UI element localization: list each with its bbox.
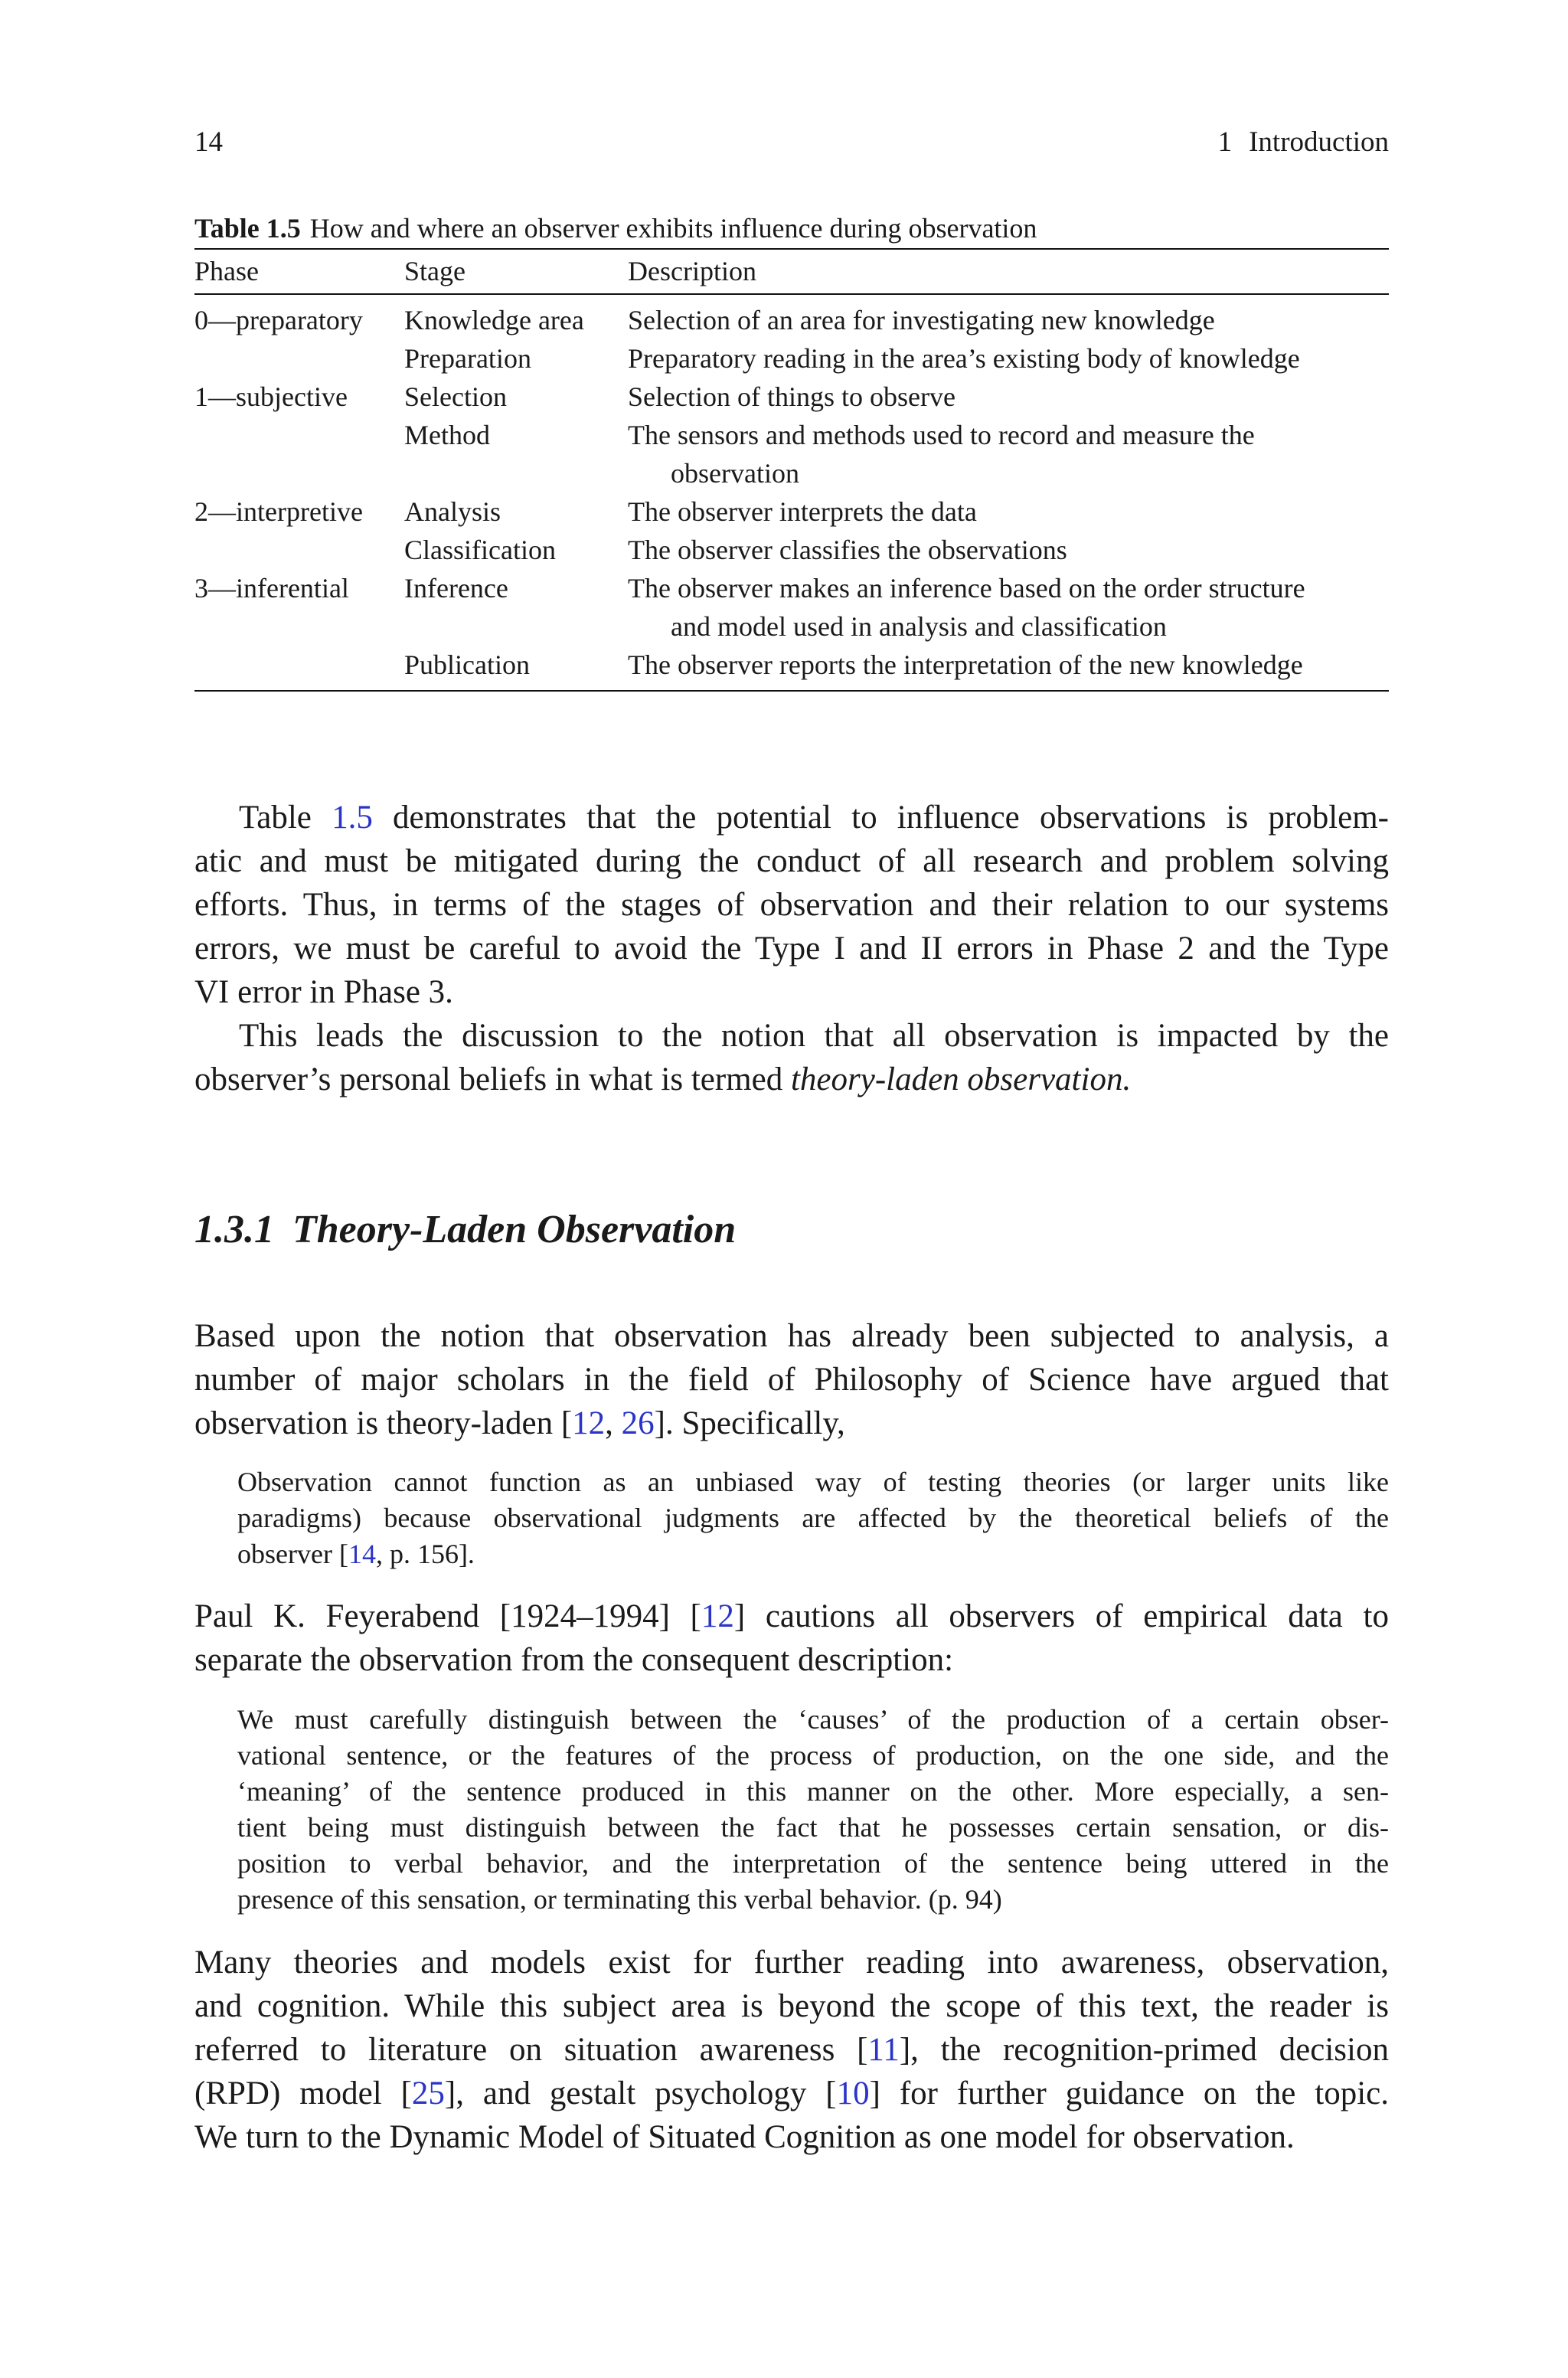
section-title: Theory-Laden Observation (292, 1208, 737, 1251)
cell-phase (194, 339, 404, 378)
quote-line: ‘meaning’ of the sentence produced in this manner on the other. More especially, a sen- (237, 1776, 1389, 1807)
description-line: observation (671, 458, 799, 489)
table-1-5 (194, 208, 1389, 692)
block-quote-1 (237, 1464, 1389, 1572)
quote-line: Observation cannot function as an unbiased way of testing theories (or larger units like (237, 1467, 1389, 1497)
cell-phase: 1—subjective (194, 381, 348, 412)
chapter-header (1218, 126, 1389, 159)
text-line: We turn to the Dynamic Model of Situated Cognition as one model for observation. (194, 2119, 1295, 2155)
table-row (194, 531, 1389, 569)
table-row (194, 569, 1389, 646)
text-line: atic and must be mitigated during the conduct of all research and problem solving (194, 843, 1389, 879)
text-line: (RPD) model [25], and gestalt psychology [10] for further guidance on the topic. (194, 2075, 1389, 2111)
table-caption-text: How and where an observer exhibits influence during observation (309, 213, 1037, 244)
running-head (194, 126, 1389, 161)
text-line: errors, we must be careful to avoid the Type I and II errors in Phase 2 and the Type (194, 931, 1389, 967)
chapter-title: Introduction (1249, 126, 1389, 158)
cell-phase (194, 416, 404, 492)
observer-influence-table (194, 250, 1389, 293)
text-line: Based upon the notion that observation has already been subjected to analysis, a (194, 1318, 1389, 1354)
text-line: separate the observation from the consequent description: (194, 1642, 954, 1678)
table-bottom-rule (194, 690, 1389, 692)
text-line: VI error in Phase 3. (194, 974, 453, 1010)
table-caption (194, 208, 1389, 248)
text-line: referred to literature on situation awareness [11], the recognition-primed decision (194, 2032, 1389, 2068)
table-row (194, 301, 1389, 339)
paragraph-theory-laden-intro (194, 1014, 1389, 1101)
cell-stage: Classification (404, 535, 556, 565)
block-quote-2 (237, 1702, 1389, 1918)
quote-line: vational sentence, or the features of the process of production, on the one side, and the (237, 1740, 1389, 1771)
cell-stage: Analysis (404, 496, 501, 527)
text-line: Table 1.5 demonstrates that the potential to influence observations is problem- (239, 800, 1389, 836)
section-number: 1.3.1 (194, 1208, 274, 1251)
cell-stage: Inference (404, 573, 508, 603)
column-header-phase: Phase (194, 256, 259, 286)
table-row (194, 492, 1389, 531)
description-line: and model used in analysis and classification (671, 611, 1167, 642)
cell-phase (194, 531, 404, 569)
citation-link[interactable]: 10 (836, 2075, 870, 2111)
chapter-number: 1 (1217, 126, 1233, 158)
paragraph-theory-laden-argument (194, 1314, 1389, 1445)
cell-phase: 2—interpretive (194, 496, 363, 527)
paragraph-table-discussion (194, 796, 1389, 1014)
text-line: efforts. Thus, in terms of the stages of observation and their relation to our systems (194, 887, 1389, 923)
text-line: and cognition. While this subject area is beyond the scope of this text, the reader is (194, 1988, 1389, 2024)
quote-line: observer [14, p. 156]. (237, 1539, 475, 1569)
cell-phase: 0—preparatory (194, 305, 363, 335)
table-header (194, 250, 1389, 293)
quote-line: presence of this sensation, or terminating this verbal behavior. (p. 94) (237, 1884, 1002, 1915)
italic-term: theory-laden observation. (790, 1061, 1132, 1097)
quote-line: We must carefully distinguish between the ‘causes’ of the production of a certain obser- (237, 1704, 1389, 1735)
cell-stage: Method (404, 420, 490, 450)
table-row (194, 646, 1389, 684)
citation-link[interactable]: 12 (701, 1598, 734, 1634)
cell-description (628, 378, 1389, 416)
description-line: The observer makes an inference based on the order structure (628, 573, 1305, 603)
column-header-stage: Stage (404, 256, 466, 286)
cell-description (628, 416, 1389, 492)
quote-line: tient being must distinguish between the fact that he possesses certain sensation, or dis- (237, 1812, 1389, 1843)
quote-line: paradigms) because observational judgments are affected by the theoretical beliefs of the (237, 1503, 1389, 1533)
citation-link[interactable]: 26 (621, 1405, 655, 1441)
cell-stage: Preparation (404, 343, 531, 374)
cell-stage: Knowledge area (404, 305, 584, 335)
paragraph-further-reading (194, 1941, 1389, 2159)
description-line: Preparatory reading in the area’s existing body of knowledge (628, 343, 1300, 374)
text-line: This leads the discussion to the notion that all observation is impacted by the (239, 1018, 1389, 1054)
paragraph-feyerabend (194, 1595, 1389, 1682)
quote-line: position to verbal behavior, and the interpretation of the sentence being uttered in the (237, 1848, 1389, 1879)
cell-description (628, 646, 1389, 684)
table-spacer (194, 295, 1389, 301)
text-line: number of major scholars in the field of Philosophy of Science have argued that (194, 1362, 1389, 1398)
table-reference-link[interactable]: 1.5 (332, 800, 373, 836)
description-line: The sensors and methods used to record and measure the (628, 420, 1255, 450)
cell-phase: 3—inferential (194, 573, 349, 603)
description-line: Selection of things to observe (628, 381, 956, 412)
description-line: The observer classifies the observations (628, 535, 1067, 565)
citation-link[interactable]: 14 (348, 1539, 376, 1569)
text-line: observation is theory-laden [12, 26]. Specifically, (194, 1405, 845, 1441)
page-number: 14 (194, 126, 223, 158)
cell-stage: Selection (404, 381, 507, 412)
cell-stage: Publication (404, 649, 530, 680)
cell-description (628, 339, 1389, 378)
table-row (194, 378, 1389, 416)
column-header-description: Description (628, 256, 756, 286)
table-label: Table 1.5 (194, 213, 301, 244)
cell-description (628, 301, 1389, 339)
cell-description (628, 531, 1389, 569)
text-line: Many theories and models exist for further reading into awareness, observation, (194, 1945, 1389, 1981)
cell-phase (194, 646, 404, 684)
cell-description (628, 492, 1389, 531)
citation-link[interactable]: 25 (411, 2075, 445, 2111)
table-row (194, 416, 1389, 492)
description-line: The observer interprets the data (628, 496, 977, 527)
section-heading (194, 1207, 736, 1252)
cell-description (628, 569, 1389, 646)
table-row (194, 339, 1389, 378)
text-line: Paul K. Feyerabend [1924–1994] [12] cautions all observers of empirical data to (194, 1598, 1389, 1634)
text-line: observer’s personal beliefs in what is termed theory-laden observation. (194, 1061, 1132, 1097)
citation-link[interactable]: 12 (572, 1405, 606, 1441)
description-line: The observer reports the interpretation of the new knowledge (628, 649, 1303, 680)
citation-link[interactable]: 11 (867, 2032, 900, 2068)
description-line: Selection of an area for investigating new knowledge (628, 305, 1215, 335)
table-body (194, 295, 1389, 690)
table-spacer (194, 684, 1389, 690)
table-header-row (194, 250, 1389, 293)
